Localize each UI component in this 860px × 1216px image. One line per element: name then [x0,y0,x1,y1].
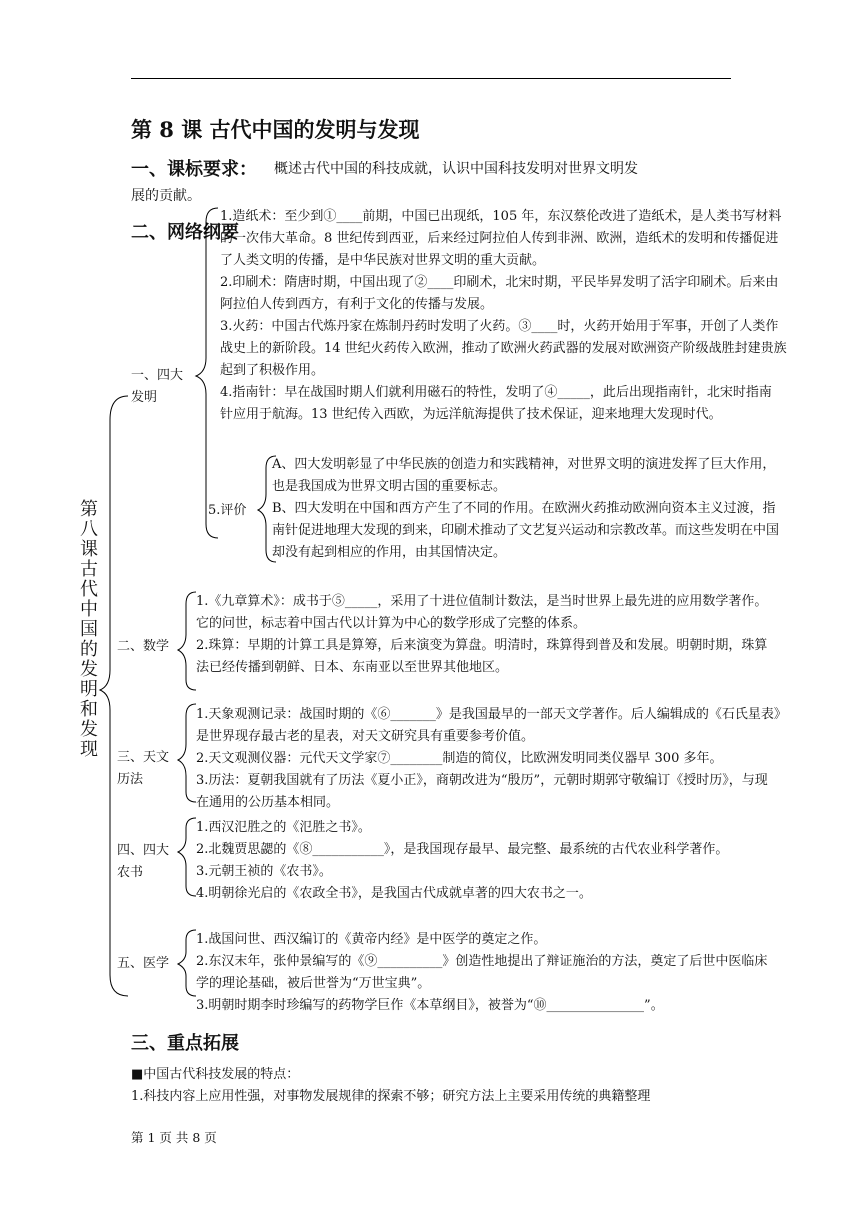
list-item: 1.《九章算术》：成书于⑤_____，采用了十进位值制计数法，是当时世界上最先进的应用数学著作。 [196,594,768,609]
evaluation-items [272,454,779,564]
four-inventions-label-line2: 发明 [131,390,158,405]
list-item: 在通用的公历基本相同。 [196,795,340,810]
list-item: 3.元朝王祯的《农书》。 [196,864,332,879]
list-item: 是世界现存最古老的星表，对天文研究具有重要参考价值。 [196,729,535,744]
list-item: 2.北魏贾思勰的《⑧___________》，是我国现存最早、最完整、最系统的古代农业科学著作。 [196,842,729,857]
evaluation-label: 5.评价 [208,503,247,518]
math-items [196,591,767,679]
section3-point1: 1.科技内容上应用性强，对事物发展规律的探索不够；研究方法上主要采用传统的典籍整理 [131,1089,651,1104]
section2-heading: 二、网络纲要 [131,222,239,243]
agriculture-items [196,817,728,905]
list-item: 却没有起到相应的作用，由其国情决定。 [272,545,507,560]
list-item: 1.造纸术：至少到①____前期，中国已出现纸，105 年，东汉蔡伦改进了造纸术，是人类书写材料 [220,209,782,224]
list-item: 2.东汉末年，张仲景编写的《⑨__________》创造性地提出了辩证施治的方法，奠定了后世中医临床 [196,954,768,969]
list-item: 2.印刷术：隋唐时期，中国出现了②____印刷术，北宋时期，平民毕昇发明了活字印刷术。后来由 [220,275,779,290]
section1-text-line2: 展的贡献。 [131,188,201,204]
list-item: 针应用于航海。13 世纪传入西欧，为远洋航海提供了技术保证，迎来地理大发现时代。 [220,407,722,422]
list-item: 的一次伟大革命。8 世纪传到西亚，后来经过阿拉伯人传到非洲、欧洲，造纸术的发明和传播促进 [220,231,779,246]
list-item: 3.火药：中国古代炼丹家在炼制丹药时发明了火药。③____时，火药开始用于军事，开创了人类作 [220,319,779,334]
medicine-label: 五、医学 [117,956,170,971]
list-item: 也是我国成为世界文明古国的重要标志。 [272,479,507,494]
list-item: 2.珠算：早期的计算工具是算筹，后来演变为算盘。明清时，珠算得到普及和发展。明朝时期，珠算 [196,638,768,653]
section3-heading: 三、重点拓展 [131,1033,239,1054]
astronomy-items [196,704,787,814]
section3-bullet: ■中国古代科技发展的特点： [131,1067,300,1082]
list-item: 3.明朝时期李时珍编写的药物学巨作《本草纲目》，被誉为“⑩_______________”。 [196,998,664,1013]
list-item: 了人类文明的传播，是中华民族对世界文明的重大贡献。 [220,253,546,268]
astronomy-label-line2: 历法 [117,772,144,787]
vertical-label: 第 八 课 古 代 中 国 的 发 明 和 发 现 [80,499,98,760]
section1-heading: 一、课标要求： [131,159,257,180]
list-item: 南针促进地理大发现的到来，印刷术推动了文艺复兴运动和宗教改革。而这些发明在中国 [272,523,780,538]
list-item: 3.历法：夏朝我国就有了历法《夏小正》，商朝改进为“殷历”，元朝时期郭守敬编订《授时历》，与现 [196,773,768,788]
list-item: 2.天文观测仪器：元代天文学家⑦________制造的简仪，比欧洲发明同类仪器早 300 多年。 [196,751,723,766]
list-item: 起到了积极作用。 [220,363,325,378]
four-inventions-label-line1: 一、四大 [131,368,184,383]
list-item: 1.战国问世、西汉编订的《黄帝内经》是中医学的奠定之作。 [196,932,547,947]
page-title: 第 8 课 古代中国的发明与发现 [131,117,420,142]
agriculture-label-line1: 四、四大 [117,843,170,858]
list-item: 战史上的新阶段。14 世纪火药传入欧洲，推动了欧洲火药武器的发展对欧洲资产阶级战胜封建贵族 [220,341,787,356]
astronomy-label-line1: 三、天文 [117,750,170,765]
medicine-items [196,929,767,1017]
list-item: A、四大发明彰显了中华民族的创造力和实践精神，对世界文明的演进发挥了巨大作用， [272,457,776,472]
list-item: 1.天象观测记录：战国时期的《⑥_______》是我国最早的一部天文学著作。后人编辑成的《石氏星表》 [196,707,787,722]
section1-text-line1: 概述古代中国的科技成就，认识中国科技发明对世界文明发 [274,161,638,177]
list-item: 阿拉伯人传到西方，有利于文化的传播与发展。 [220,297,494,312]
list-item: 4.明朝徐光启的《农政全书》，是我国古代成就卓著的四大农书之一。 [196,886,592,901]
page-footer: 第 1 页 共 8 页 [131,1130,217,1145]
list-item: 它的问世，标志着中国古代以计算为中心的数学形成了完整的体系。 [196,616,587,631]
agriculture-label-line2: 农书 [117,865,144,880]
list-item: 4.指南针：早在战国时期人们就利用磁石的特性，发明了④_____，此后出现指南针，北宋时指南 [220,385,772,400]
list-item: 学的理论基础，被后世誉为“万世宝典”。 [196,976,431,991]
four-inventions-items [220,206,787,426]
list-item: B、四大发明在中国和西方产生了不同的作用。在欧洲火药推动欧洲向资本主义过渡，指 [272,501,776,516]
list-item: 法已经传播到朝鲜、日本、东南亚以至世界其他地区。 [196,660,509,675]
math-label: 二、数学 [117,639,170,654]
list-item: 1.西汉氾胜之的《氾胜之书》。 [196,820,371,835]
